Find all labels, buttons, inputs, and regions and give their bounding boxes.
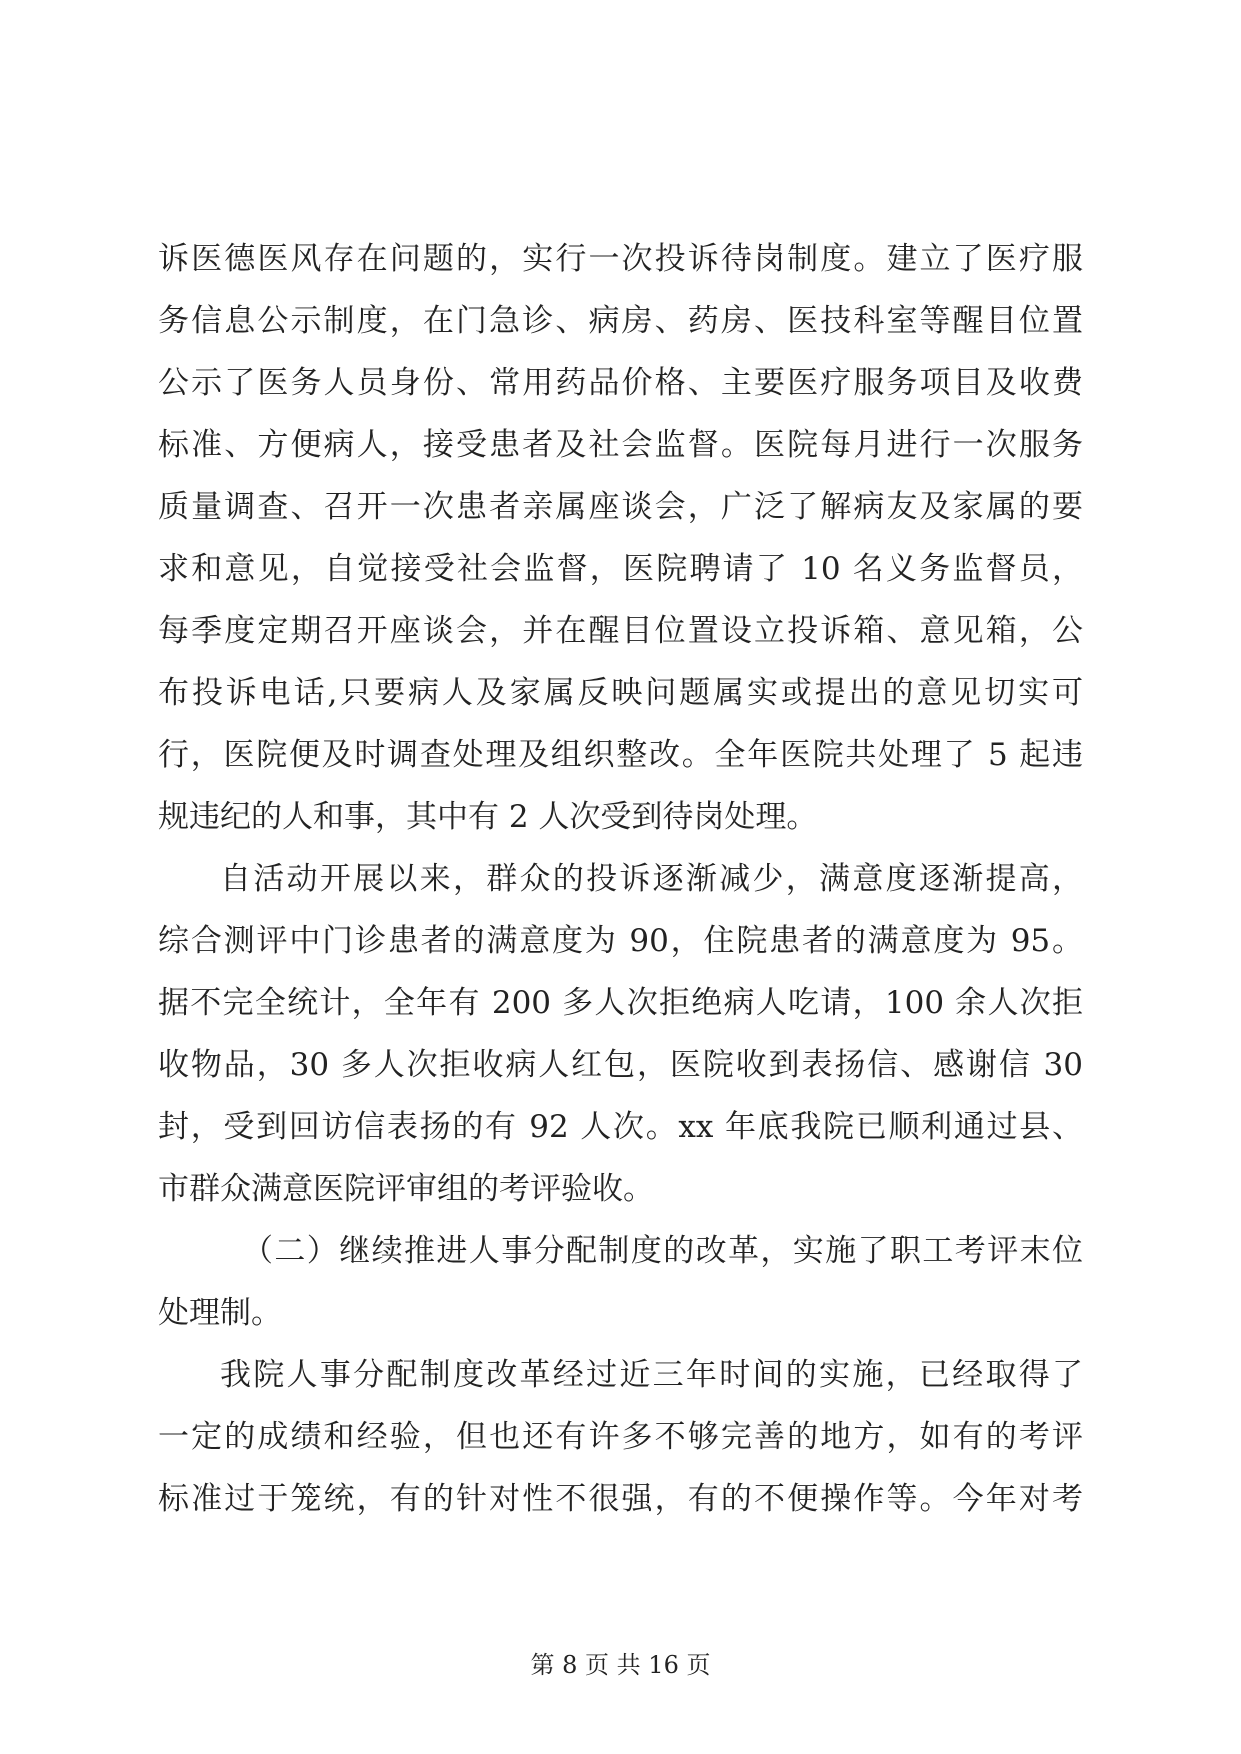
- text-line: 布投诉电话,只要病人及家属反映问题属实或提出的意见切实可: [158, 675, 1083, 711]
- text-line: 规违纪的人和事，其中有 2 人次受到待岗处理。: [158, 799, 818, 835]
- page-number-footer: 第 8 页 共 16 页: [530, 1651, 711, 1679]
- text-line: 诉医德医风存在问题的，实行一次投诉待岗制度。建立了医疗服: [158, 241, 1083, 277]
- text-line: 收物品，30 多人次拒收病人红包，医院收到表扬信、感谢信 30: [158, 1047, 1083, 1083]
- paragraph-2: [158, 848, 1083, 1220]
- text-line: 封，受到回访信表扬的有 92 人次。xx 年底我院已顺利通过县、: [158, 1109, 1083, 1145]
- text-line: 质量调查、召开一次患者亲属座谈会，广泛了解病友及家属的要: [158, 489, 1083, 525]
- paragraph-4: [158, 1344, 1083, 1530]
- paragraph-1: [158, 228, 1083, 848]
- text-line: 标准过于笼统，有的针对性不很强，有的不便操作等。今年对考: [158, 1481, 1083, 1517]
- text-line: 处理制。: [158, 1295, 282, 1331]
- text-line: 自活动开展以来，群众的投诉逐渐减少，满意度逐渐提高，: [220, 861, 1083, 897]
- text-line: 标准、方便病人，接受患者及社会监督。医院每月进行一次服务: [158, 427, 1083, 463]
- text-line: 每季度定期召开座谈会，并在醒目位置设立投诉箱、意见箱，公: [158, 613, 1083, 649]
- text-line: 市群众满意医院评审组的考评验收。: [158, 1171, 654, 1207]
- text-line: 据不完全统计，全年有 200 多人次拒绝病人吃请，100 余人次拒: [158, 985, 1083, 1021]
- text-line: 综合测评中门诊患者的满意度为 90，住院患者的满意度为 95。: [158, 923, 1083, 959]
- text-line: 务信息公示制度，在门急诊、病房、药房、医技科室等醒目位置: [158, 303, 1083, 339]
- text-line: （二）继续推进人事分配制度的改革，实施了职工考评末位: [242, 1233, 1083, 1269]
- text-line: 一定的成绩和经验，但也还有许多不够完善的地方，如有的考评: [158, 1419, 1083, 1455]
- text-line: 行，医院便及时调查处理及组织整改。全年医院共处理了 5 起违: [158, 737, 1083, 773]
- document-body: [158, 228, 1083, 1530]
- text-line: 我院人事分配制度改革经过近三年时间的实施，已经取得了: [220, 1357, 1083, 1393]
- section-heading: [158, 1220, 1083, 1344]
- text-line: 求和意见，自觉接受社会监督，医院聘请了 10 名义务监督员，: [158, 551, 1083, 587]
- text-line: 公示了医务人员身份、常用药品价格、主要医疗服务项目及收费: [158, 365, 1083, 401]
